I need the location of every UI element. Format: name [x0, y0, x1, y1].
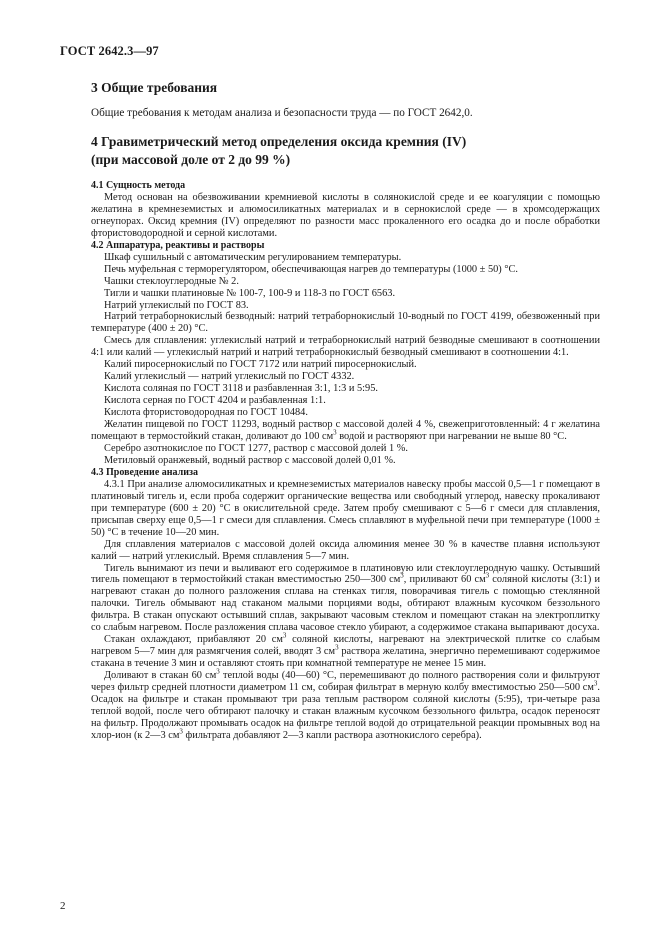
section-4-heading-line2: (при массовой доле от 2 до 99 %): [91, 152, 291, 167]
paragraph: Для сплавления материалов с массовой долей оксида алюминия менее 30 % в качестве плавня используют калий — натрий углекислый. Время сплавления 5—7 мин.: [91, 538, 600, 562]
list-item: Печь муфельная с терморегулятором, обеспечивающая нагрев до температуры (1000 ± 50) °С.: [104, 263, 518, 275]
list-item: Кислота серная по ГОСТ 4204 и разбавленная 1:1.: [104, 395, 326, 407]
page-number: 2: [60, 900, 66, 912]
list-item: Серебро азотнокислое по ГОСТ 1277, раствор с массовой долей 1 %.: [104, 442, 408, 454]
list-item: Натрий углекислый по ГОСТ 83.: [104, 299, 249, 311]
list-item: Калий углекислый — натрий углекислый по ГОСТ 4332.: [104, 371, 355, 383]
list-item: Смесь для сплавления: углекислый натрий и тетраборнокислый натрий безводные смешивают в соотношении 4:1 или калий — углекислый натрий и натрий тетраборнокислый безводный смешивают в соотношении 4:1.: [91, 335, 600, 359]
gelatin-item: Желатин пищевой по ГОСТ 11293, водный раствор с массовой долей 4 %, свежеприготовленный: 4 г желатина помещают в термостойкий стакан, доливают до 100 $см^3$ водой и растворяют при нагревании не выше 80 °С.: [91, 419, 600, 443]
section-3-text: Общие требования к методам анализа и безопасности труда — по ГОСТ 2642,0.: [91, 107, 473, 119]
paragraph-4-3-1: 4.3.1 При анализе алюмосиликатных и кремнеземистых материалов навеску пробы массой 0,5—1 г помещают в платиновый тигель и, если проба содержит органические вещества или свободный углерод, навеску прокаливают при температуре (600 ± 20) °С в окислительной среде. Затем пробу смешивают с 5—6 г смеси для сплавления, присыпав сверху еще 0,5—1 г смеси для сплавления. Смесь сплавляют в муфельной печи при температуре (1000 ± 50) °С в течение 10—20 мин.: [91, 478, 600, 538]
list-item: Метиловый оранжевый, водный раствор с массовой долей 0,01 %.: [104, 454, 396, 466]
paragraph: Стакан охлаждают, прибавляют 20 $см^3$ соляной кислоты, нагревают на электрической плитке со слабым нагревом 5—7 мин для размягчения солей, вводят 3 $см^3$ раствора желатина, энергично перемешивают содержимое стакана в течение 3 мин и оставляют стоять при комнатной температуре не менее 15 мин.: [91, 631, 600, 670]
list-item: Калий пиросернокислый по ГОСТ 7172 или натрий пиросернокислый.: [104, 359, 417, 371]
paragraph: Тигель вынимают из печи и выливают его содержимое в платиновую или стеклоуглеродную чашку. Остывший тигель помещают в термостойкий стакан вместимостью 250—300 $см^3$, приливают 60 $см^3$ соляной кислоты (3:1) и нагревают стакан до полного разложения сплава на стенках тигля, поворачивая тигель с помощью стеклянной палочки. Тигель обмывают над стаканом малыми порциями воды, обтирают влажным кусочком беззольного фильтра. В стакан опускают остывший сплав, закрывают часовым стеклом и помещают стакан на электроплитку со слабым нагревом. После разложения сплава часовое стекло убирают, а содержимое стакана выпаривают досуха.: [91, 562, 600, 634]
section-4-heading-line1: 4 Гравиметрический метод определения оксида кремния (IV): [91, 134, 467, 149]
list-item: Кислота фтористоводородная по ГОСТ 10484.: [104, 407, 308, 419]
list-item: Тигли и чашки платиновые № 100-7, 100-9 и 118-3 по ГОСТ 6563.: [104, 287, 396, 299]
document-body: [91, 180, 600, 742]
section-4-heading: [91, 133, 611, 169]
list-item: Чашки стеклоуглеродные № 2.: [104, 275, 239, 287]
subsection-4-1-title: 4.1 Сущность метода: [91, 180, 186, 191]
section-3-heading: 3 Общие требования: [91, 80, 218, 95]
paragraph: Доливают в стакан 60 $см^3$ теплой воды (40—60) °С, перемешивают до полного растворения соли и фильтруют через фильтр средней плотности диаметром 11 см, собирая фильтрат в мерную колбу вместимостью 250—500 $см^3$. Осадок на фильтре и стакан промывают три раза теплым раствором соляной кислоты (5:95), три-четыре раза теплой водой, после чего обтирают палочку и стакан влажным кусочком беззольного фильтра, осадок переносят на фильтр. Продолжают промывать осадок на фильтре теплой водой до отрицательной реакции промывных вод на хлор-ион (к 2—3 $см^3$ фильтрата добавляют 2—3 капли раствора азотнокислого серебра).: [91, 667, 600, 741]
list-item: Кислота соляная по ГОСТ 3118 и разбавленная 3:1, 1:3 и 5:95.: [104, 383, 378, 395]
subsection-4-3-title: 4.3 Проведение анализа: [91, 466, 198, 478]
subsection-4-2-title: 4.2 Аппаратура, реактивы и растворы: [91, 239, 265, 251]
list-item: Шкаф сушильный с автоматическим регулированием температуры.: [104, 251, 402, 263]
subsection-4-1-text: Метод основан на обезвоживании кремниевой кислоты в солянокислой среде и ее коагуляции с помощью желатина в кремнеземистых и алюмосиликатных материалах и в сернокислой среде — в хромсодержащих огнеупорах. Оксид кремния (IV) определяют по разности масс прокаленного его осадка до и после обработки фтористоводородной и серной кислотами.: [91, 191, 600, 239]
list-item: Натрий тетраборнокислый безводный: натрий тетраборнокислый 10-водный по ГОСТ 4199, обезвоженный при температуре (400 ± 20) °С.: [91, 311, 600, 335]
document-code: ГОСТ 2642.3—97: [60, 44, 159, 58]
